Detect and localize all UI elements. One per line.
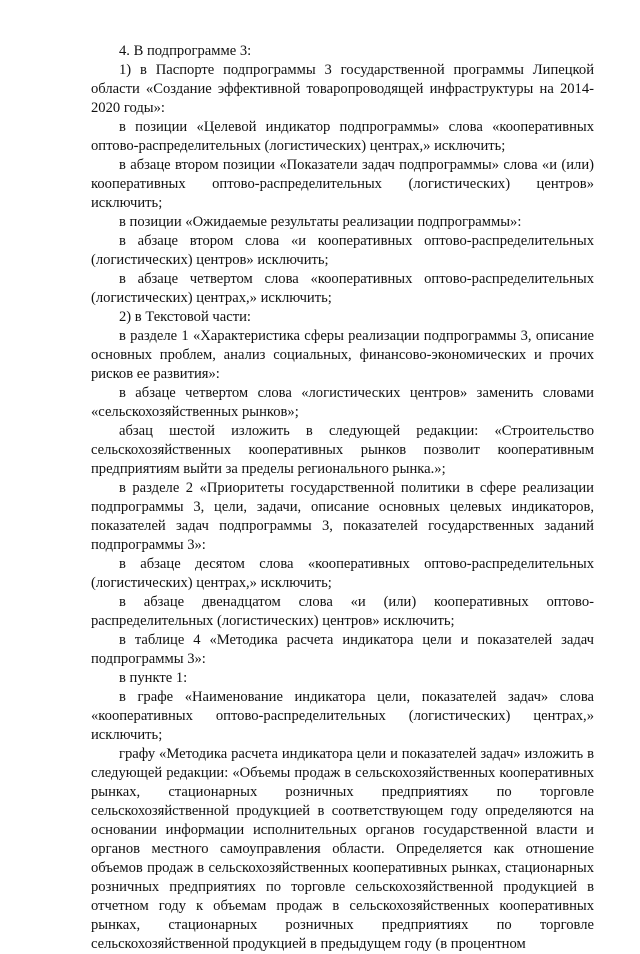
paragraph-section-1: в разделе 1 «Характеристика сферы реализации подпрограммы 3, описание основных проблем, анализ социальных, финансово-экономических и прочих рисков ее развития»: <box>91 328 594 382</box>
document-page <box>91 42 594 954</box>
paragraph-target-indicator: в позиции «Целевой индикатор подпрограммы» слова «кооперативных оптово-распределительных (логистических) центрах,» исключить; <box>91 119 594 154</box>
paragraph-replace-words: в абзаце четвертом слова «логистических центров» заменить словами «сельскохозяйственных рынков»; <box>91 385 594 420</box>
paragraph-table-4: в таблице 4 «Методика расчета индикатора цели и показателей задач подпрограммы 3»: <box>91 632 594 667</box>
paragraph-indicator-name-column: в графе «Наименование индикатора цели, показателей задач» слова «кооперативных оптово-распределительных (логистических) центрах,» исключить; <box>91 689 594 743</box>
paragraph-tenth-abzac: в абзаце десятом слова «кооперативных оптово-распределительных (логистических) центрах,» исключить; <box>91 556 594 591</box>
paragraph-expected-results: в позиции «Ожидаемые результаты реализации подпрограммы»: <box>119 214 522 230</box>
paragraph-section-2: в разделе 2 «Приоритеты государственной политики в сфере реализации подпрограммы 3, цели, задачи, описание основных целевых индикаторов, показателей задач подпрограммы 3, показателей государственных заданий подпрограммы 3»: <box>91 480 594 553</box>
paragraph-passport: 1) в Паспорте подпрограммы 3 государственной программы Липецкой области «Создание эффективной товаропроводящей инфраструктуры на 2014-2020 годы»: <box>91 62 594 116</box>
paragraph-second-abzac: в абзаце втором слова «и кооперативных оптово-распределительных (логистических) центров» исключить; <box>91 233 594 268</box>
paragraph-methodology-column: графу «Методика расчета индикатора цели и показателей задач» изложить в следующей редакции: «Объемы продаж в сельскохозяйственных кооперативных рынках, стационарных розничных предприятиях по торговле сельскохозяйственной продукцией в соответствующем году определяются на основании информации исполнительных органов государственной власти и органов местного самоуправления области. Определяется как отношение объемов продаж в сельскохозяйственных кооперативных рынках, стационарных розничных предприятиях по торговле сельскохозяйственной продукцией в отчетном году к объемам продаж в сельскохозяйственных кооперативных рынках, стационарных розничных предприятиях по торговле сельскохозяйственной продукцией в предыдущем году (в процентном <box>91 746 594 952</box>
paragraph-sixth-abzac: абзац шестой изложить в следующей редакции: «Строительство сельскохозяйственных кооперативных рынков позволит кооперативным предприятиям выйти за пределы регионального рынка.»; <box>91 423 594 477</box>
paragraph-fourth-abzac: в абзаце четвертом слова «кооперативных оптово-распределительных (логистических) центрах,» исключить; <box>91 271 594 306</box>
paragraph-task-indicators: в абзаце втором позиции «Показатели задач подпрограммы» слова «и (или) кооперативных оптово-распределительных (логистических) центров» исключить; <box>91 157 594 211</box>
paragraph-item-1: в пункте 1: <box>119 670 188 686</box>
section-heading: 4. В подпрограмме 3: <box>119 43 252 59</box>
paragraph-text-part: 2) в Текстовой части: <box>119 309 251 325</box>
paragraph-twelfth-abzac: в абзаце двенадцатом слова «и (или) кооперативных оптово-распределительных (логистических) центров» исключить; <box>91 594 594 629</box>
